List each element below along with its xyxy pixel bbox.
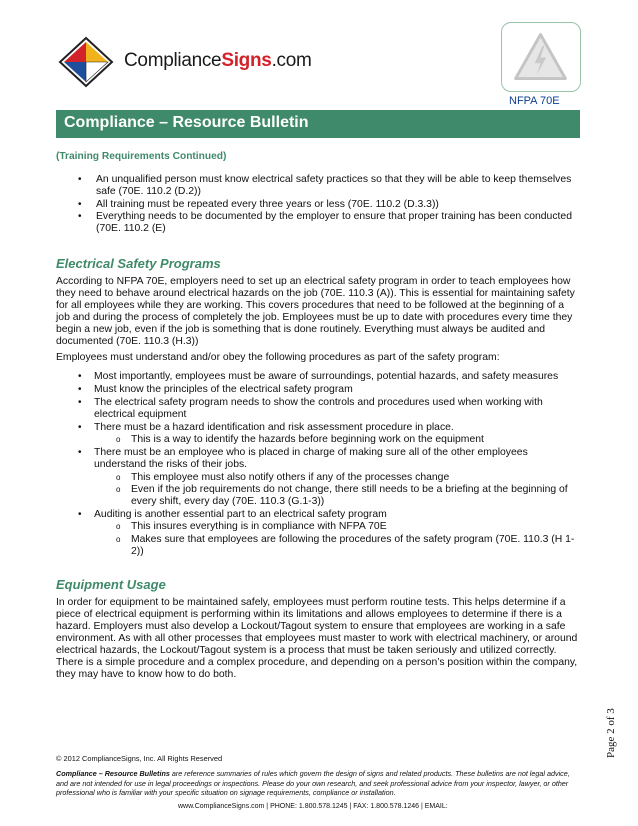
paragraph-line: begin a new job, even if the job is something that is done routinely. Everything must always be audited and xyxy=(56,324,546,335)
bullet-icon: • xyxy=(78,447,82,458)
banner-title: Compliance – Resource Bulletin xyxy=(64,114,309,131)
footer-copyright: © 2012 ComplianceSigns, Inc. All Rights Reserved xyxy=(56,754,223,763)
sub-list-item: every shift, every day (70E. 110.3 (G.1-3)) xyxy=(131,496,325,507)
footer-disclaimer xyxy=(56,769,586,798)
list-item: safe (70E. 110.2 (D.2)) xyxy=(96,186,201,197)
bullet-icon: • xyxy=(78,199,82,210)
sub-list-item: Makes sure that employees are following the procedures of the safety program (70E. 110.3 (H 1- xyxy=(131,534,575,545)
nfpa-label: NFPA 70E xyxy=(509,95,560,107)
sub-list-item: This employee must also notify others if any of the processes change xyxy=(131,472,450,483)
list-item: electrical equipment xyxy=(94,409,187,420)
paragraph-line: According to NFPA 70E, employers need to set up an electrical safety program in order to teach employees how xyxy=(56,276,571,287)
paragraph-line: hazard. Employers must also develop a Lockout/Tagout system to ensure that employees are working in a safe xyxy=(56,621,566,632)
list-item: (70E. 110.2 (E) xyxy=(96,223,166,234)
paragraph-line: job and during the process of completely the job. Employees must be up to date with procedures every time they xyxy=(56,312,573,323)
list-item: There must be a hazard identification and risk assessment procedure in place. xyxy=(94,422,454,433)
list-item: Must know the principles of the electrical safety program xyxy=(94,384,353,395)
bullet-icon: • xyxy=(78,174,82,185)
section-subtitle: (Training Requirements Continued) xyxy=(56,151,227,162)
sub-bullet-icon: o xyxy=(116,473,121,482)
disclaimer-line: and are not intended for use in legal proceedings or inspections. Please do your own research, and seek professional advice from your inspector, lawyer, or other xyxy=(56,778,569,788)
bullet-icon: • xyxy=(78,397,82,408)
lightning-bolt-triangle-icon xyxy=(502,23,579,90)
paragraph-line: documented (70E. 110.3 (H.3)) xyxy=(56,336,199,347)
sub-list-item: 2)) xyxy=(131,546,144,557)
nfpa-badge xyxy=(501,22,581,92)
paragraph-line: for all employees while they are working. This covers procedures that need to be followed at the beginning of a xyxy=(56,300,565,311)
bullet-icon: • xyxy=(78,422,82,433)
sub-list-item: This is a way to identify the hazards before beginning work on the equipment xyxy=(131,434,484,445)
logo-wordmark: ComplianceSigns.com xyxy=(124,50,312,71)
paragraph-line: they may have to know how to do both. xyxy=(56,669,237,680)
list-item: The electrical safety program needs to show the controls and procedures used when working with xyxy=(94,397,543,408)
sub-list-item: This insures everything is in compliance with NFPA 70E xyxy=(131,521,387,532)
list-item: There must be an employee who is placed in charge of making sure all of the other employees xyxy=(94,447,528,458)
sub-bullet-icon: o xyxy=(116,435,121,444)
sub-list-item: Even if the job requirements do not change, there still needs to be a briefing at the beginning of xyxy=(131,484,568,495)
list-item: All training must be repeated every three years or less (70E. 110.2 (D.3.3)) xyxy=(96,199,439,210)
list-item: Auditing is another essential part to an electrical safety program xyxy=(94,509,387,520)
list-item: Most importantly, employees must be aware of surroundings, potential hazards, and safety measures xyxy=(94,371,559,382)
disclaimer-lead: Compliance – Resource Bulletins xyxy=(56,769,170,778)
bullet-icon: • xyxy=(78,509,82,520)
paragraph-line: piece of electrical equipment is performing within its limitations and allows employees to determine if there is a xyxy=(56,609,562,620)
list-item: An unqualified person must know electrical safety practices so that they will be able to keep themselves xyxy=(96,174,572,185)
list-item: Everything needs to be documented by the employer to ensure that proper training has been conducted xyxy=(96,211,572,222)
paragraph-line: There is a simple procedure and a complex procedure, and depending on a person’s position within the company, xyxy=(56,657,578,668)
paragraph-line: electrical hazards, the Lockout/Tagout system is a process that must be taken seriously and utilized correctly. xyxy=(56,645,557,656)
bullet-icon: • xyxy=(78,384,82,395)
bullet-icon: • xyxy=(78,371,82,382)
bullet-icon: • xyxy=(78,211,82,222)
page-number xyxy=(600,700,620,760)
diamond-logo-icon xyxy=(60,38,112,86)
footer-contact: www.ComplianceSigns.com | PHONE: 1.800.578.1245 | FAX: 1.800.578.1246 | EMAIL: xyxy=(178,803,448,810)
sub-bullet-icon: o xyxy=(116,522,121,531)
list-item: understand the risks of their jobs. xyxy=(94,459,248,470)
section-heading-equipment: Equipment Usage xyxy=(56,577,166,592)
paragraph-line: In order for equipment to be maintained safely, employees must perform routine tests. This helps determine if a xyxy=(56,597,566,608)
paragraph-line: they need to behave around electrical hazards on the job (70E. 110.3 (A)). This is essential for maintaining safety xyxy=(56,288,575,299)
section-heading-programs: Electrical Safety Programs xyxy=(56,256,221,271)
sub-bullet-icon: o xyxy=(116,535,121,544)
programs-lead: Employees must understand and/or obey the following procedures as part of the safety program: xyxy=(56,352,500,363)
sub-bullet-icon: o xyxy=(116,485,121,494)
disclaimer-line: professional who is familiar with your specific situation on signage requirements, compliance or installation. xyxy=(56,788,396,798)
disclaimer-line: are reference summaries of rules which govern the design of signs and related products. These bulletins are not legal advice, xyxy=(169,769,570,778)
paragraph-line: environment. As with all other processes that employees must master to work with electrical machinery, or around xyxy=(56,633,578,644)
page-number-text: Page 2 of 3 xyxy=(605,708,617,758)
